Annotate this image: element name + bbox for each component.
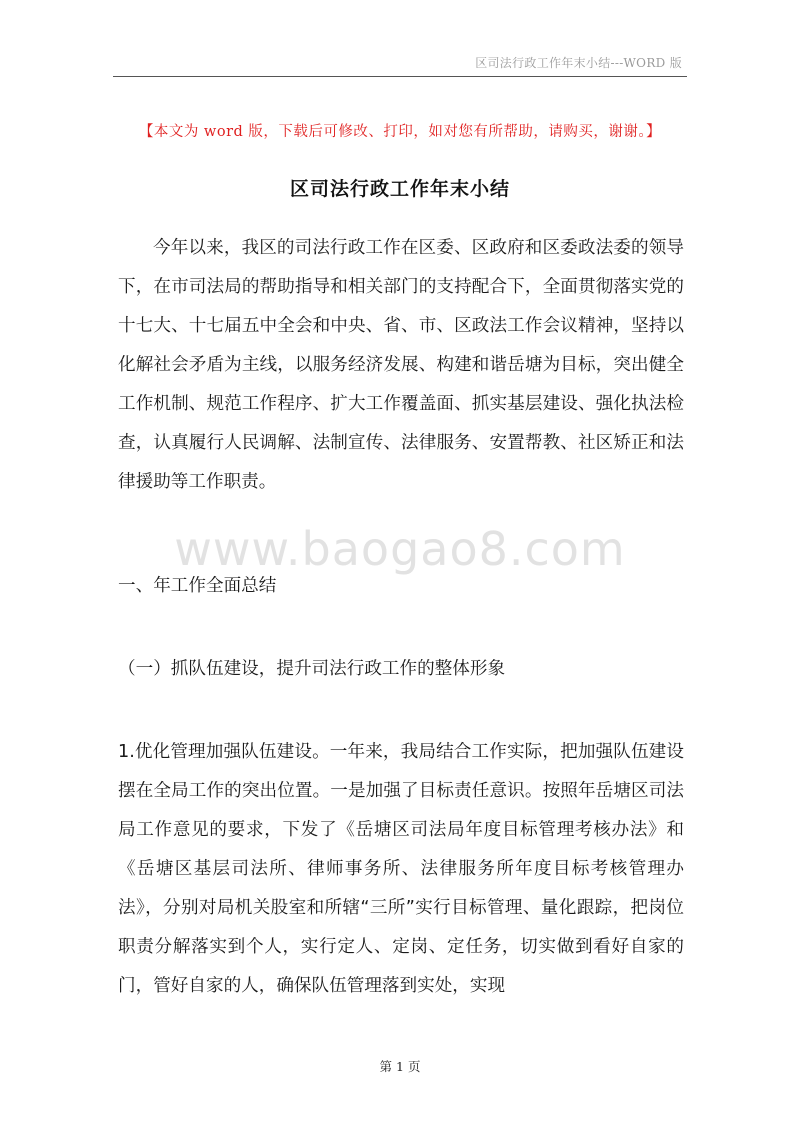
header-divider	[113, 76, 687, 77]
document-title: 区司法行政工作年末小结	[289, 178, 510, 200]
body-paragraph: 1.优化管理加强队伍建设。一年来，我局结合工作实际，把加强队伍建设摆在全局工作的突出位置。一是加强了目标责任意识。按照年岳塘区司法局工作意见的要求，下发了《岳塘区司法局年度目标管理考核办法》和《岳塘区基层司法所、律师事务所、法律服务所年度目标考核管理办法》，分别对局机关股室和所辖“三所”实行目标管理、量化跟踪，把岗位职责分解落实到个人，实行定人、定岗、定任务，切实做到看好自家的门，管好自家的人，确保队伍管理落到实处，实现	[118, 742, 684, 996]
page-number: 第 1 页	[379, 1059, 421, 1074]
subsection-heading: （一）抓队伍建设，提升司法行政工作的整体形象	[118, 659, 506, 679]
section-heading: 一、年工作全面总结	[118, 576, 277, 596]
purchase-notice: 【本文为 word 版，下载后可修改、打印，如对您有所帮助，请购买，谢谢。】	[138, 124, 662, 140]
intro-paragraph: 今年以来，我区的司法行政工作在区委、区政府和区委政法委的领导下，在市司法局的帮助指导和相关部门的支持配合下，全面贯彻落实党的十七大、十七届五中全会和中央、省、市、区政法工作会议精神，坚持以化解社会矛盾为主线，以服务经济发展、构建和谐岳塘为目标，突出健全工作机制、规范工作程序、扩大工作覆盖面、抓实基层建设、强化执法检查，认真履行人民调解、法制宣传、法律服务、安置帮教、社区矫正和法律援助等工作职责。	[118, 238, 684, 492]
watermark: www.baogao8.com	[174, 522, 626, 576]
running-header: 区司法行政工作年末小结---WORD 版	[475, 56, 682, 70]
